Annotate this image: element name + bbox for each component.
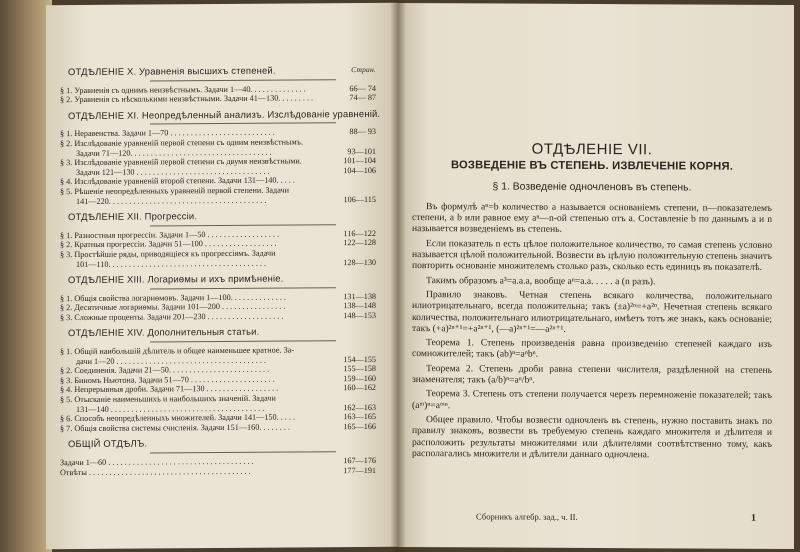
body-paragraph: Теорема 3. Степень отъ степени получается черезъ перемноженіе показателей; такъ (aᵐ)ⁿ=aᵐⁿ. <box>412 388 772 411</box>
toc-entry-text: 141—220. . . . . . . . . . . . . . . . . . . . . . . . . . . . . . . . . . . . . . . <box>76 195 267 206</box>
toc-entry-text: § 3. Простѣйшіе ряды, приводящіеся къ прогрессіямъ. Задачи <box>60 248 276 260</box>
toc-entry-text: Задачи 121—130 . . . . . . . . . . . . . . . . . . . . . . . . . . . . . . . . . <box>76 166 270 177</box>
toc-entry-text: § 1. Неравенства. Задачи 1—70 . . . . . . . . . . . . . . . . . . . . . . . . . . <box>60 128 275 139</box>
toc-section-title-text: ОТДѢЛЕНІЕ XIV. Дополнительныя статьи. <box>68 326 260 339</box>
toc-entry-pages: 138—148 <box>343 301 376 311</box>
toc-page-column-label: Стран. <box>351 64 376 75</box>
toc-entry-text: § 4. Изслѣдованіе уравненій второй степени. Задачи 131—140. . . . . <box>60 175 295 187</box>
left-page <box>46 3 398 549</box>
table-of-contents <box>60 64 381 483</box>
toc-section-title-text: ОТДѢЛЕНІЕ XI. Неопредѣленный анализъ. Изслѣдованіе уравненій. <box>68 107 381 121</box>
toc-section-title <box>68 210 376 222</box>
body-paragraph: Въ формулѣ aⁿ=b количество a называется основаніемъ степени, n—показателемъ степени, а b или равное ему aⁿ—n-ой степенью отъ a. Составленіе b по даннымъ a и n называется возведеніемъ въ степень. <box>412 201 772 236</box>
toc-entry-pages: 106—115 <box>343 194 376 204</box>
toc-section-title-text: ОТДѢЛЕНІЕ XIII. Логариѳмы и ихъ примѣненіе. <box>68 272 284 286</box>
toc-section-title <box>68 65 376 77</box>
toc-rule <box>150 123 336 125</box>
toc-entry-text: § 1. Общій наибольшій дѣлитель и общее наименьшее кратное. За- <box>60 345 295 357</box>
toc-entry-pages: 66— 74 <box>349 83 376 93</box>
toc-entry-text: 131—140 . . . . . . . . . . . . . . . . . . . . . . . . . . . . . . . . . . . . . . <box>76 403 265 414</box>
toc-entry-text: § 1. Общія свойства логариѳмовъ. Задачи 1—100. . . . . . . . . . . . . . <box>60 292 286 303</box>
page-number: 1 <box>751 512 756 524</box>
toc-entry-text: § 1. Разностныя прогрессіи. Задачи 1—50 . . . . . . . . . . . . . . . . . . <box>60 229 280 240</box>
chapter-heading: ВОЗВЕДЕНІЕ ВЪ СТЕПЕНЬ. ИЗВЛЕЧЕНІЕ КОРНЯ. <box>451 159 733 174</box>
page-footer <box>476 511 756 523</box>
toc-section-title-text: ОТДѢЛЕНІЕ X. Уравненія высшихъ степеней. <box>68 64 276 78</box>
toc-entry-pages: 101—104 <box>343 156 376 166</box>
body-paragraph: Правило знаковъ. Четная степень всякаго количества, положительнаго илиотрицательнаго, всегда положительна; такъ (±a)²ⁿ=+a²ⁿ. Нечетная степень всякаго количества, положительнаго илиотрицательнаго, имѣетъ тотъ же знакъ, какъ основаніе; такъ (+a)²ⁿ⁺¹=+a²ⁿ⁺¹, (—a)²ⁿ⁺¹=—a²ⁿ⁺¹. <box>412 289 772 335</box>
toc-entry-text: § 2. Десятичные логариѳмы. Задачи 101—200 . . . . . . . . . . . . . . . . <box>60 301 286 313</box>
body-paragraph: Такимъ образомъ a³=a.a.a, вообще aⁿ=a.a. . . . . a (n разъ). <box>426 274 656 287</box>
body-paragraph: Общее правило. Чтобы возвести одночленъ въ степень, нужно поставить знакъ по правилу знаковъ, возвести въ требуемую степень каждаго множителя и дѣлителя и расположить результаты множителями или дѣлителями соотвѣтственно тому, какъ располагались множители и дѣлители даннаго одночлена. <box>412 414 772 461</box>
toc-entry-pages: 159—160 <box>343 373 376 383</box>
toc-entry-pages: 148—153 <box>343 310 376 321</box>
toc-entry-text: § 3. Сложные проценты. Задачи 201—230 . . . . . . . . . . . . . . . . . . . <box>60 311 284 323</box>
toc-entry-text: § 5. Отысканіе наименьшихъ и наибольшихъ значеній. Задачи <box>60 393 276 405</box>
toc-entry-pages: 74— 87 <box>349 93 376 103</box>
toc-entry-text: § 1. Уравненія съ однимъ неизвѣстнымъ. Задачи 1—40. . . . . . . . . . . . . . <box>60 84 306 95</box>
toc-entry-text: дачи 1—20 . . . . . . . . . . . . . . . . . . . . . . . . . . . . . . . . . . . . . <box>76 355 266 366</box>
body-paragraph: Теорема 2. Степень дроби равна степени числителя, раздѣленной на степень знаменателя; такъ (a/b)ⁿ=aⁿ/bⁿ. <box>412 362 772 386</box>
toc-entry-pages: 128—130 <box>343 257 376 267</box>
toc-entry-pages: 116—122 <box>343 228 376 238</box>
toc-entry-pages: 167—176 <box>343 455 376 466</box>
book-gutter <box>390 0 406 552</box>
chapter-body <box>412 140 772 464</box>
toc-entry-pages: 88— 93 <box>349 127 376 137</box>
toc-entry-text: Отвѣты . . . . . . . . . . . . . . . . . . . . . . . . . . . . . . . . . . . . . . . . <box>60 466 251 477</box>
toc-rule <box>150 79 336 81</box>
toc-entry-text: 101—110. . . . . . . . . . . . . . . . . . . . . . . . . . . . . . . . . . . . . . . <box>76 258 267 269</box>
toc-entry-text: § 3. Биномъ Ньютона. Задачи 51—70 . . . . . . . . . . . . . . . . . . . . . <box>60 374 275 385</box>
toc-entry-pages: 160—162 <box>343 383 376 393</box>
footer-signature: Сборникъ алгебр. зад., ч. II. <box>476 511 578 522</box>
toc-entry-text: Задачи 1—60 . . . . . . . . . . . . . . . . . . . . . . . . . . . . . . . . . . . . <box>60 456 254 468</box>
toc-section-title <box>68 437 376 449</box>
toc-entry-text: § 2. Кратныя прогрессіи. Задачи 51—100 . . . . . . . . . . . . . . . . . . <box>60 238 277 250</box>
toc-rule <box>150 340 336 342</box>
body-paragraph: Теорема 1. Степень произведенія равна произведенію степеней каждаго изъ сомножителей; такъ (ab)ⁿ=aⁿbⁿ. <box>412 337 772 361</box>
toc-rule <box>150 451 336 453</box>
toc-rule <box>150 287 336 289</box>
toc-entry-pages: 131—138 <box>343 291 376 301</box>
toc-entry-pages: 162—163 <box>343 402 376 412</box>
toc-section-title-text: ОТДѢЛЕНІЕ XII. Прогрессіи. <box>68 210 198 223</box>
section-heading: § 1. Возведеніе одночленовъ въ степень. <box>492 181 692 194</box>
toc-entry-text: § 4. Непрерывныя дроби. Задачи 71—130 . . . . . . . . . . . . . . . . . . <box>60 384 279 395</box>
toc-entry-text: § 6. Способъ неопредѣленныхъ множителей. Задачи 141—150. . . . . <box>60 412 296 424</box>
toc-entry-pages: 93—101 <box>347 146 376 156</box>
chapter-title: ОТДѢЛЕНІЕ VII. <box>531 140 653 159</box>
toc-entry-pages: 104—106 <box>343 165 376 175</box>
toc-entry-pages: 177—191 <box>343 465 376 475</box>
toc-entry-text: § 5. Рѣшеніе неопредѣленныхъ уравненій первой степени. Задачи <box>60 185 290 197</box>
toc-entry-pages: 165—166 <box>343 421 376 431</box>
toc-entry-text: § 3. Изслѣдованіе уравненій первой степени съ двумя неизвѣстными. <box>60 156 302 168</box>
paragraphs <box>412 201 772 461</box>
toc-section-title <box>68 326 376 338</box>
toc-entry-text: § 2. Изслѣдованіе уравненій первой степени съ одним неизвѣстнымъ. <box>60 137 303 149</box>
book-cover-edge <box>0 0 52 552</box>
toc-rule <box>150 224 336 226</box>
toc-entry-text: Задачи 71—120. . . . . . . . . . . . . . . . . . . . . . . . . . . . . . . . . . . <box>76 147 272 158</box>
toc-entry-text: § 7. Общія свойства системы счисленія. Задачи 151—160. . . . . . . . <box>60 422 291 433</box>
toc-entry-text: § 2. Соединенія. Задачи 21—50. . . . . . . . . . . . . . . . . . . . . . . . . <box>60 364 270 376</box>
toc-entry-pages: 163—165 <box>343 412 376 422</box>
body-paragraph: Если показатель n есть цѣлое положительное количество, то самая степень условно называется цѣлой положительной. Возвести въ цѣлую положительную степень значитъ повторить основаніе множителемъ столько разъ, сколько есть единицъ въ показателѣ. <box>412 237 772 274</box>
toc-entry-text: § 2. Уравненія съ нѣсколькими неизвѣстными. Задачи 41—130. . . . . . . . . <box>60 93 314 105</box>
right-page <box>398 3 794 549</box>
toc-entry-pages: 154—155 <box>343 354 376 364</box>
toc-entry-pages: 122—128 <box>343 238 376 248</box>
toc-section-title <box>68 273 376 285</box>
toc-entry-pages: 155—158 <box>343 364 376 374</box>
toc-section-title-text: ОБЩІЙ ОТДѢЛЪ. <box>68 437 148 450</box>
toc-section-title <box>68 107 381 121</box>
